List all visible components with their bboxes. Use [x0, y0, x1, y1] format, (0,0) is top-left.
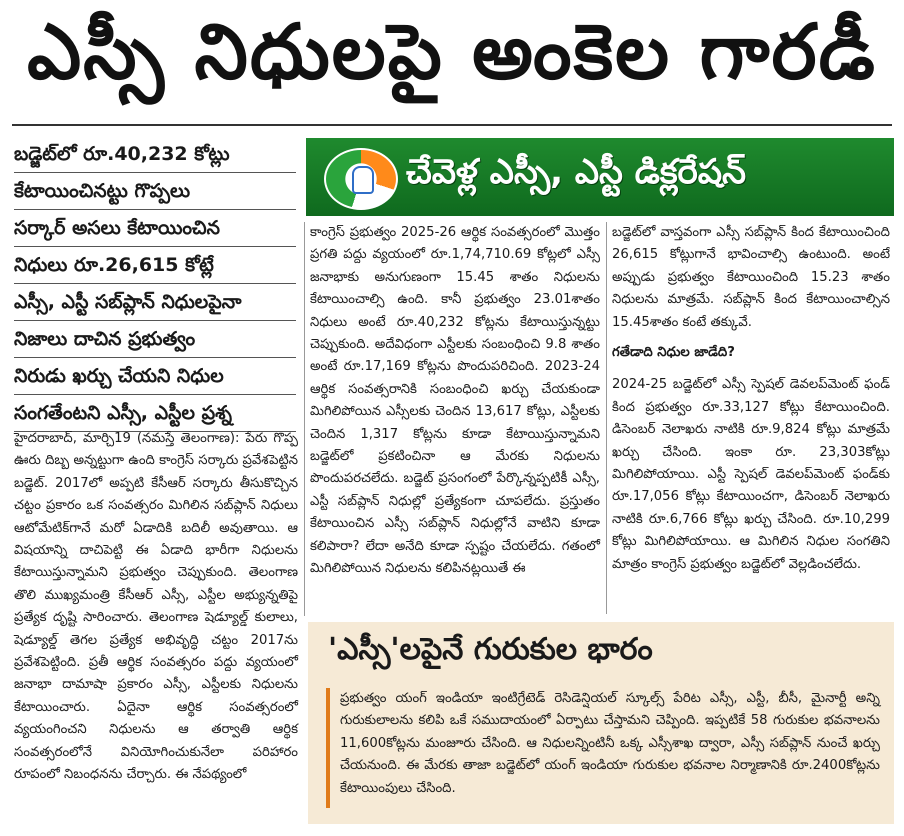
article-paragraph: కాంగ్రెస్ ప్రభుత్వం 2025-26 ఆర్థిక సంవత్సరంలో మొత్తం ప్రగతి పద్దు వ్యయంలో రూ.1,74,710.69 కోట్లలో ఎస్సీ జనాభాకు అనుగుణంగా 15.45 శాతం నిధులను కేటాయించాల్సి ఉంది. కానీ ప్రభుత్వం 23.01శాతం నిధులు అంటే రూ.40,232 కోట్లను కేటాయిస్తున్నట్టు చెప్పుకుంది. అదేవిధంగా ఎస్టీలకు సంబంధించి 9.8 శాతం అంటే రూ.17,169 కోట్లను పొందుపరిచింది. 2023-24 ఆర్థిక సంవత్సరానికి సంబంధించి ఖర్చు చేయకుండా మిగిలిపోయిన ఎస్సీలకు చెందిన 13,617 కోట్లు, ఎస్టీలకు చెందిన 1,317 కోట్లను కూడా కేటాయిస్తున్నామని బడ్జెట్‌లో ప్రకటించినా ఆ మేరకు నిధులను పొందుపరచలేదు. బడ్జెట్ ప్రసంగంలో పేర్కొన్నప్పటికీ ఎస్సీ, ఎస్టీ సబ్‌ప్లాన్ నిధుల్లో ప్రత్యేకంగా చూపలేదు. ప్రస్తుతం కేటాయించిన ఎస్సీ సబ్‌ప్లాన్ నిధుల్లోనే వాటిని కూడా కలిపారా? లేదా అనేది కూడా స్పష్టం చేయలేదు. గతంలో మిగిలిపోయిన నిధులను కలిపినట్లయితే ఈ: [310, 225, 600, 577]
gurukul-box: [308, 622, 894, 824]
sidebar-headline: సర్కార్ అసలు కేటాయించిన: [14, 210, 296, 247]
sidebar-headline: ఎస్సీ, ఎస్టీ సబ్‌ప్లాన్ నిధులపైనా: [14, 284, 296, 321]
article-column-2: [310, 222, 600, 587]
sidebar-headline: బడ్జెట్‌లో రూ.40,232 కోట్లు: [14, 136, 296, 173]
sidebar-headline: కేటాయించినట్టు గొప్పలు: [14, 173, 296, 210]
declaration-banner: [306, 138, 894, 216]
column-divider: [606, 222, 607, 614]
box-paragraph: ప్రభుత్వం యంగ్ ఇండియా ఇంటిగ్రేటెడ్ రెసిడెన్షియల్ స్కూల్స్ పేరిట ఎస్సీ, ఎస్టీ, బీసీ, మైనార్టీ అన్ని గురుకులాలను కలిపి ఒకే సముదాయంలో ఏర్పాటు చేస్తామని చెప్పింది. ఇప్పటికే 58 గురుకుల భవనాలను 11,600కోట్లను మంజూరు చేసింది. ఆ నిధులన్నింటినీ ఒక్క ఎస్సీశాఖ ద్వారా, ఎస్సీ సబ్‌ప్లాన్ నుంచే ఖర్చు చేయనుంది. ఈ మేరకు తాజా బడ్జెట్‌లో యంగ్ ఇండియా గురుకుల భవనాల నిర్మాణానికి రూ.2400కోట్లను కేటాయింపులు చేసింది.: [340, 691, 880, 796]
banner-title: చేవెళ్ల ఎస్సీ, ఎస్టీ డిక్లరేషన్: [406, 152, 746, 192]
sidebar-headline: నిరుడు ఖర్చు చేయని నిధుల: [14, 358, 296, 395]
article-column-3: [612, 222, 890, 582]
headline-rule: [12, 124, 892, 126]
article-paragraph: బడ్జెట్‌లో వాస్తవంగా ఎస్సీ సబ్‌ప్లాన్ కింద కేటాయించింది 26,615 కోట్లుగానే భావించాల్సి ఉంటుంది. అంటే అప్పుడు ప్రభుత్వం కేటాయించింది 15.23 శాతం నిధులను మాత్రమే. సబ్‌ప్లాన్ కింద కేటాయించాల్సిన 15.45శాతం కంటే తక్కువే.: [612, 225, 890, 330]
sidebar-headline: నిధులు రూ.26,615 కోట్లే: [14, 247, 296, 284]
headline: ఎస్సీ నిధులపై అంకెల గారడీ: [27, 7, 877, 96]
sidebar-headline: సంగతేంటని ఎస్సీ, ఎస్టీల ప్రశ్న: [14, 395, 296, 432]
box-accent-rule: [326, 688, 330, 808]
article-paragraph: హైదరాబాద్, మార్చి19 (నమస్తే తెలంగాణ): పేరు గొప్ప ఊరు దిబ్బ అన్నట్టుగా ఉంది కాంగ్రెస్ సర్కారు ప్రవేశపెట్టిన బడ్జెట్. 2017లో అప్పటి కేసీఆర్ సర్కారు తీసుకొచ్చిన చట్టం ప్రకారం ఒక సంవత్సరం మిగిలిన సబ్‌ప్లాన్ నిధులు ఆటోమేటిక్‌గానే మరో ఏడాదికి బదిలీ అవుతాయి. ఆ విషయాన్ని దాచిపెట్టి ఈ ఏడాది భారీగా నిధులను కేటాయిస్తున్నామని ప్రభుత్వం చెప్పుకుంది. తెలంగాణ తొలి ముఖ్యమంత్రి కేసీఆర్ ఎస్సీ, ఎస్టీల అభ్యున్నతిపై ప్రత్యేక దృష్టి సారించారు. తెలంగాణ షెడ్యూల్డ్ కులాలు, షెడ్యూల్డ్ తెగల ప్రత్యేక అభివృద్ధి చట్టం 2017ను ప్రవేశపెట్టింది. ప్రతీ ఆర్థిక సంవత్సరం పద్దు వ్యయంలో జనాభా దామాషా ప్రకారం ఎస్సీ, ఎస్టీలకు నిధులను కేటాయించారు. ఏదైనా ఆర్థిక సంవత్సరంలో వ్యయంగించని నిధులను ఆ తర్వాతి ఆర్థిక సంవత్సరంలోనే వినియోగించుకునేలా పరిహారం రూపంలో నిబంధనను చేర్చారు. ఈ నేపథ్యంలో: [14, 431, 298, 783]
section-subheading: గతేడాది నిధుల జాడేది?: [612, 345, 735, 361]
sidebar-highlights: [14, 136, 296, 432]
article-paragraph: 2024-25 బడ్జెట్‌లో ఎస్సీ స్పెషల్ డెవలప్‌మెంట్ ఫండ్ కింద ప్రభుత్వం రూ.33,127 కోట్లు కేటాయించింది. డిసెంబర్ నెలాఖరు నాటికి రూ.9,824 కోట్లు మాత్రమే ఖర్చు చేసింది. ఇంకా రూ. 23,303కోట్లు మిగిలిపోయాయి. ఎస్టీ స్పెషల్ డెవలప్‌మెంట్ ఫండ్‌కు రూ.17,056 కోట్లు కేటాయించగా, డిసెంబర్ నెలాఖరు నాటికి రూ.6,766 కోట్లు ఖర్చు చేసింది. రూ.10,299 కోట్లు మిగిలిపోయాయి. ఆ మిగిలిన నిధుల సంగతిని మాత్రం కాంగ్రెస్ ప్రభుత్వం బడ్జెట్‌లో వెల్లడించలేదు.: [612, 377, 890, 572]
column-divider: [304, 222, 305, 616]
congress-flag-icon: [324, 148, 398, 210]
article-column-1: [14, 428, 298, 793]
hand-symbol-icon: [352, 166, 374, 194]
box-title: 'ఎస్సీ'లపైనే గురుకుల భారం: [328, 632, 653, 667]
sidebar-headline: నిజాలు దాచిన ప్రభుత్వం: [14, 321, 296, 358]
